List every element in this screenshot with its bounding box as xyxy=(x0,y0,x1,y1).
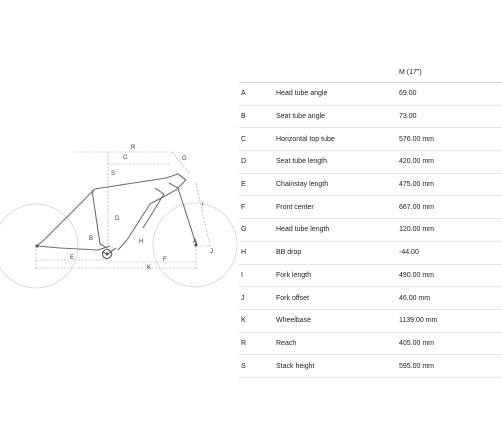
label-r: R xyxy=(131,145,136,151)
table-row xyxy=(239,128,502,151)
row-value: 73.00 xyxy=(399,105,502,128)
row-code: H xyxy=(239,241,276,264)
label-s: S xyxy=(111,171,116,177)
row-value: 69.00 xyxy=(399,83,502,106)
row-label: Head tube length xyxy=(276,219,399,242)
size-header: M (17") xyxy=(399,62,502,83)
label-e: E xyxy=(70,255,75,261)
table-row xyxy=(239,173,502,196)
table-row xyxy=(239,264,502,287)
row-label: Front center xyxy=(276,196,399,219)
table-row xyxy=(239,355,502,378)
row-value: 46.00 mm xyxy=(399,287,502,310)
row-value: -44.00 xyxy=(399,241,502,264)
row-value: 667.00 mm xyxy=(399,196,502,219)
table-row xyxy=(239,241,502,264)
geometry-table xyxy=(239,62,502,378)
label-a: A xyxy=(193,239,198,245)
table-row xyxy=(239,287,502,310)
row-label: Horizontal top tube xyxy=(276,128,399,151)
label-i: I xyxy=(202,202,204,208)
table-header-row xyxy=(239,62,502,83)
label-b: B xyxy=(89,236,94,242)
row-label: Reach xyxy=(276,332,399,355)
row-label: BB drop xyxy=(276,241,399,264)
bike-frame-drawing xyxy=(0,128,238,298)
row-code: C xyxy=(239,128,276,151)
row-label: Chainstay length xyxy=(276,173,399,196)
row-value: 576.00 mm xyxy=(399,128,502,151)
row-label: Fork length xyxy=(276,264,399,287)
geometry-diagram xyxy=(0,128,238,298)
label-c: C xyxy=(123,155,128,161)
table-row xyxy=(239,105,502,128)
row-value: 475.00 mm xyxy=(399,173,502,196)
row-code: S xyxy=(239,355,276,378)
row-label: Stack height xyxy=(276,355,399,378)
label-j: J xyxy=(210,249,213,255)
table-row xyxy=(239,219,502,242)
row-code: F xyxy=(239,196,276,219)
row-value: 490.00 mm xyxy=(399,264,502,287)
label-g: G xyxy=(182,156,187,162)
row-value: 595.00 mm xyxy=(399,355,502,378)
row-value: 120.00 mm xyxy=(399,219,502,242)
row-label: Wheelbase xyxy=(276,309,399,332)
table-row xyxy=(239,83,502,106)
label-k: K xyxy=(147,265,152,271)
row-code: B xyxy=(239,105,276,128)
row-value: 1139.00 mm xyxy=(399,309,502,332)
row-code: A xyxy=(239,83,276,106)
row-code: G xyxy=(239,219,276,242)
row-code: J xyxy=(239,287,276,310)
label-h: H xyxy=(139,239,144,245)
row-code: D xyxy=(239,151,276,174)
label-d: D xyxy=(115,216,120,222)
row-label: Seat tube angle xyxy=(276,105,399,128)
row-code: I xyxy=(239,264,276,287)
row-code: R xyxy=(239,332,276,355)
row-label: Seat tube length xyxy=(276,151,399,174)
table-row xyxy=(239,196,502,219)
row-value: 420.00 mm xyxy=(399,151,502,174)
table-row xyxy=(239,151,502,174)
frame xyxy=(37,174,196,254)
row-label: Head tube angle xyxy=(276,83,399,106)
row-label: Fork offset xyxy=(276,287,399,310)
row-code: K xyxy=(239,309,276,332)
table-row xyxy=(239,332,502,355)
row-value: 405.00 mm xyxy=(399,332,502,355)
table-row xyxy=(239,309,502,332)
row-code: E xyxy=(239,173,276,196)
label-f: F xyxy=(163,257,167,263)
